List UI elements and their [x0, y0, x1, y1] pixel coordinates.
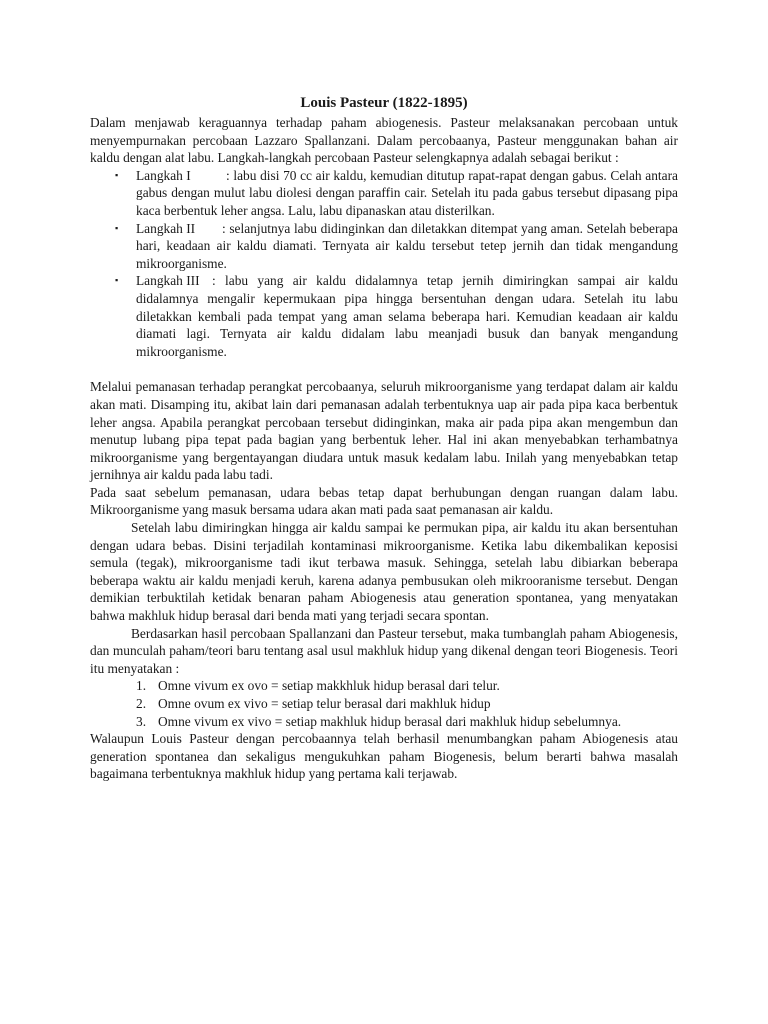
- step-text: : selanjutnya labu didinginkan dan diletakkan ditempat yang aman. Setelah beberapa hari, keadaan air kaldu diamati. Ternyata air kaldu tersebut tetep jernih dan tidak mengandung mikroorganisme.: [136, 220, 678, 271]
- bullet-icon: ▪: [115, 222, 119, 233]
- intro-paragraph: Dalam menjawab keraguannya terhadap paham abiogenesis. Pasteur melaksanakan percobaan untuk menyempurnakan percobaan Lazzaro Spallanzani. Dalam percobaanya, Pasteur menggunakan bahan air kaldu dengan alat labu. Langkah-langkah percobaan Pasteur selengkapnya adalah sebagai berikut :: [90, 115, 678, 166]
- step-text: : labu yang air kaldu didalamnya tetap jernih dimiringkan sampai air kaldu didalamnya mengalir kepermukaan pipa hingga bersentuhan dengan udara. Setelah itu labu diletakkan kembali pada tempat yang aman selama beberapa hari. Kemudian keadaan air kaldu diamati lagi. Ternyata air kaldu didalam labu meanjadi busuk dan banyak mengandung mikroorganisme.: [136, 273, 678, 359]
- list-item-theory-2: [136, 695, 678, 713]
- list-item-step-2: [115, 220, 678, 273]
- list-number: 1.: [136, 678, 147, 694]
- theory-text: Omne vivum ex vivo = setiap makhluk hidup berasal dari makhluk hidup sebelumnya.: [158, 713, 622, 729]
- bullet-icon: ▪: [115, 275, 119, 286]
- paragraph-before-heating: Pada saat sebelum pemanasan, udara bebas tetap dapat berhubungan dengan ruangan dalam labu. Mikroorganisme yang masuk bersama udara akan mati pada saat pemanasan air kaldu.: [90, 484, 678, 518]
- step-label: Langkah I: [136, 167, 191, 183]
- list-item-theory-3: [136, 713, 678, 731]
- list-number: 3.: [136, 713, 147, 729]
- bullet-icon: ▪: [115, 169, 119, 180]
- document-body: [90, 94, 678, 783]
- paragraph-biogenesis: Berdasarkan hasil percobaan Spallanzani dan Pasteur tersebut, maka tumbanglah paham Abiogenesis, dan munculah paham/teori baru tentang asal usul makhluk hidup yang dikenal dengan teori Biogenesis. Teori itu menyatakan :: [90, 625, 678, 676]
- list-number: 2.: [136, 696, 147, 711]
- paragraph-conclusion: Walaupun Louis Pasteur dengan percobaannya telah berhasil menumbangkan paham Abiogenesis atau generation spontanea dan sekaligus mengukuhkan paham Biogenesis, belum berarti bahwa masalah bagaimana terbentuknya makhluk hidup yang pertama kali terjawab.: [90, 731, 678, 782]
- step-text: : labu disi 70 cc air kaldu, kemudian ditutup rapat-rapat dengan gabus. Celah antara gabus dengan mulut labu diolesi dengan paraffin cair. Setelah itu pada gabus tersebut dipasang pipa kaca berbentuk leher angsa. Lalu, labu dipanaskan atau disterilkan.: [136, 167, 678, 218]
- paragraph-heating: Melalui pemanasan terhadap perangkat percobaanya, seluruh mikroorganisme yang terdapat dalam air kaldu akan mati. Disamping itu, akibat lain dari pemanasan adalah terbentuknya uap air pada pipa kaca berbentuk leher angsa. Apabila perangkat percobaan tersebut didinginkan, maka air pada pipa akan mengembun dan menutup lubang pipa tepat pada bagian yang berbentuk leher. Hal ini akan menyebabkan terhambatnya mikroorganisme yang bergentayangan diudara untuk masuk kedalam labu. Inilah yang menyebabkan tetap jernihnya air kaldu pada labu tadi.: [90, 379, 678, 483]
- paragraph-spacer: [90, 360, 678, 378]
- theories-list: [90, 677, 678, 730]
- step-label: Langkah II: [136, 220, 196, 236]
- list-item-step-3: [115, 272, 678, 360]
- theory-text: Omne ovum ex vivo = setiap telur berasal dari makhluk hidup: [158, 696, 491, 711]
- steps-list: [90, 167, 678, 361]
- paragraph-tilting: Setelah labu dimiringkan hingga air kaldu sampai ke permukan pipa, air kaldu itu akan bersentuhan dengan udara bebas. Disini terjadilah kontaminasi mikroorganisme. Ketika labu dikembalikan keposisi semula (tegak), mikroorganisme tadi ikut terbawa masuk. Sehingga, setelah labu dibiarkan beberapa beberapa waktu air kaldu menjadi keruh, karena adanya pembusukan oleh mikrooranisme tersebut. Dengan demikian terbuktilah ketidak benaran paham Abiogenesis atau generation spontanea, yang menyatakan bahwa makhluk hidup berasal dari benda mati yang terjadi secara spontan.: [90, 520, 678, 624]
- step-label: Langkah III: [136, 273, 200, 289]
- theory-text: Omne vivum ex ovo = setiap makkhluk hidup berasal dari telur.: [158, 678, 500, 694]
- list-item-theory-1: [136, 677, 678, 695]
- list-item-step-1: [115, 167, 678, 220]
- page-title: Louis Pasteur (1822-1895): [300, 95, 468, 111]
